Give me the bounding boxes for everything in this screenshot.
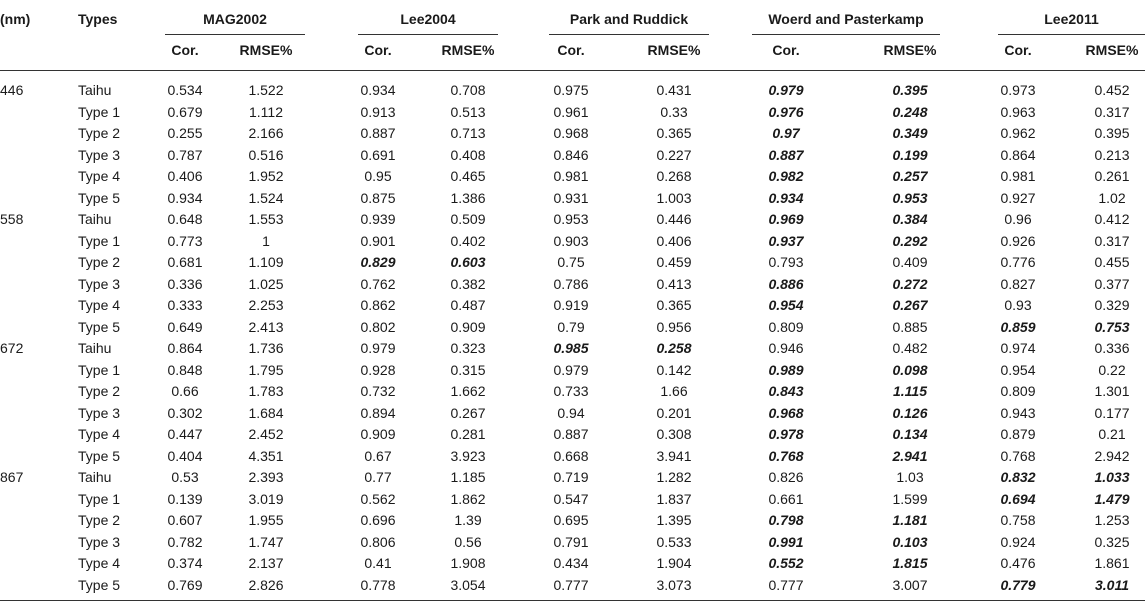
- rmse-value: 1.736: [248, 340, 284, 356]
- type-cell: Taihu: [78, 469, 112, 485]
- rmse-value: 1.115: [893, 383, 927, 399]
- rmse-value: 0.409: [892, 254, 928, 270]
- cor-value: 0.934: [167, 189, 203, 206]
- cor-value: 0.773: [167, 232, 203, 249]
- rmse-value: 0.292: [892, 232, 928, 249]
- cor-value: 0.66: [171, 383, 199, 399]
- cor-value: 0.302: [167, 404, 203, 421]
- rmse-value: 0.317: [1094, 103, 1130, 120]
- type-cell: Type 1: [78, 490, 121, 507]
- rmse-value: 4.351: [248, 447, 284, 464]
- rmse-value: 0.227: [656, 146, 692, 163]
- cor-value: 0.786: [553, 275, 589, 292]
- cor-value: 0.139: [167, 490, 203, 507]
- rmse-value: 1.955: [248, 512, 284, 528]
- cor-value: 0.946: [768, 340, 804, 356]
- cor-value: 0.968: [768, 404, 804, 421]
- rmse-value: 1.395: [656, 512, 692, 528]
- cor-value: 0.862: [360, 297, 396, 313]
- type-cell: Type 2: [78, 254, 121, 270]
- wavelength-cell: 446: [0, 82, 24, 98]
- cor-value: 0.806: [360, 533, 396, 550]
- rmse-value: 1.109: [248, 254, 284, 270]
- rmse-value: 1.908: [450, 555, 486, 571]
- header-group-lee2004: Lee2004: [400, 11, 456, 27]
- cor-value: 0.769: [167, 576, 203, 593]
- cor-value: 0.778: [360, 576, 396, 593]
- cor-value: 0.552: [768, 555, 804, 571]
- group-rule-woerd-pasterkamp: [752, 34, 940, 35]
- cor-value: 0.77: [364, 469, 392, 485]
- cor-value: 0.829: [360, 254, 396, 270]
- cor-value: 0.886: [768, 275, 804, 292]
- rmse-value: 0.308: [656, 426, 692, 442]
- type-cell: Taihu: [78, 211, 112, 227]
- type-cell: Taihu: [78, 340, 112, 356]
- rmse-value: 1.553: [248, 211, 284, 227]
- rmse-value: 3.073: [656, 576, 692, 593]
- cor-value: 0.648: [167, 211, 203, 227]
- type-cell: Type 3: [78, 275, 121, 292]
- cor-value: 0.607: [167, 512, 203, 528]
- rmse-value: 0.413: [656, 275, 692, 292]
- cor-value: 0.927: [1000, 189, 1036, 206]
- rmse-value: 0.455: [1094, 254, 1130, 270]
- cor-value: 0.447: [167, 426, 203, 442]
- rmse-value: 0.885: [892, 318, 928, 335]
- cor-value: 0.979: [553, 361, 589, 378]
- rmse-value: 1.025: [248, 275, 284, 292]
- cor-value: 0.802: [360, 318, 396, 335]
- rmse-value: 1.185: [450, 469, 486, 485]
- cor-value: 0.954: [1000, 361, 1036, 378]
- cor-value: 0.695: [553, 512, 589, 528]
- cor-value: 0.981: [1000, 168, 1036, 184]
- header-group-mag2002: MAG2002: [203, 11, 267, 27]
- cor-value: 0.809: [768, 318, 804, 335]
- rmse-value: 0.365: [656, 125, 692, 141]
- cor-value: 0.661: [768, 490, 804, 507]
- type-cell: Type 1: [78, 103, 121, 120]
- rmse-value: 1.861: [1094, 555, 1130, 571]
- header-group-woerd-pasterkamp: Woerd and Pasterkamp: [768, 11, 924, 27]
- wavelength-cell: 867: [0, 469, 24, 485]
- header-bottom-rule: [0, 70, 1145, 71]
- rmse-value: 0.603: [450, 254, 486, 270]
- cor-value: 0.864: [167, 340, 203, 356]
- cor-value: 0.989: [768, 361, 804, 378]
- cor-value: 0.931: [553, 189, 589, 206]
- subheader-rmse: RMSE%: [883, 42, 937, 58]
- cor-value: 0.975: [553, 82, 589, 98]
- cor-value: 0.919: [553, 297, 589, 313]
- rmse-value: 1.952: [248, 168, 284, 184]
- rmse-value: 0.406: [656, 232, 692, 249]
- rmse-value: 1.815: [892, 555, 928, 571]
- rmse-value: 2.137: [248, 555, 284, 571]
- rmse-value: 0.753: [1094, 318, 1130, 335]
- rmse-value: 0.103: [892, 533, 928, 550]
- rmse-value: 0.349: [892, 125, 928, 141]
- rmse-value: 1.386: [450, 189, 486, 206]
- cor-value: 0.679: [167, 103, 203, 120]
- cor-value: 0.809: [1000, 383, 1036, 399]
- cor-value: 0.887: [768, 146, 804, 163]
- rmse-value: 0.329: [1094, 297, 1130, 313]
- type-cell: Type 1: [78, 361, 121, 378]
- rmse-value: 1.747: [248, 533, 284, 550]
- rmse-value: 0.708: [450, 82, 486, 98]
- cor-value: 0.982: [768, 168, 804, 184]
- cor-value: 0.562: [360, 490, 396, 507]
- rmse-value: 1.837: [656, 490, 692, 507]
- cor-value: 0.843: [768, 383, 804, 399]
- rmse-value: 0.513: [450, 103, 486, 120]
- type-cell: Type 4: [78, 168, 121, 184]
- cor-value: 0.96: [1004, 211, 1032, 227]
- rmse-value: 0.142: [656, 361, 692, 378]
- cor-value: 0.943: [1000, 404, 1036, 421]
- cor-value: 0.859: [1000, 318, 1036, 335]
- cor-value: 0.374: [167, 555, 203, 571]
- rmse-value: 1.301: [1094, 383, 1130, 399]
- group-rule-mag2002: [165, 34, 305, 35]
- rmse-value: 2.942: [1094, 447, 1130, 464]
- rmse-value: 1.66: [660, 383, 688, 399]
- cor-value: 0.777: [553, 576, 589, 593]
- cor-value: 0.732: [360, 383, 396, 399]
- cor-value: 0.649: [167, 318, 203, 335]
- cor-value: 0.791: [553, 533, 589, 550]
- rmse-value: 2.393: [248, 469, 284, 485]
- rmse-value: 0.465: [450, 168, 486, 184]
- rmse-value: 3.011: [1095, 576, 1129, 593]
- rmse-value: 0.412: [1094, 211, 1130, 227]
- subheader-cor: Cor.: [557, 42, 585, 58]
- cor-value: 0.901: [360, 232, 396, 249]
- header-group-park-ruddick: Park and Ruddick: [569, 11, 689, 27]
- cor-value: 0.762: [360, 275, 396, 292]
- cor-value: 0.864: [1000, 146, 1036, 163]
- cor-value: 0.903: [553, 232, 589, 249]
- cor-value: 0.696: [360, 512, 396, 528]
- group-rule-lee2004: [358, 34, 498, 35]
- rmse-value: 0.315: [450, 361, 486, 378]
- rmse-value: 1: [262, 232, 270, 249]
- cor-value: 0.963: [1000, 103, 1036, 120]
- cor-value: 0.75: [557, 254, 585, 270]
- rmse-value: 0.395: [1094, 125, 1130, 141]
- rmse-value: 0.713: [450, 125, 486, 141]
- cor-value: 0.733: [553, 383, 589, 399]
- rmse-value: 1.39: [454, 512, 482, 528]
- cor-value: 0.968: [553, 125, 589, 141]
- rmse-value: 1.522: [248, 82, 284, 98]
- rmse-value: 0.509: [450, 211, 486, 227]
- cor-value: 0.976: [768, 103, 804, 120]
- rmse-value: 1.599: [892, 490, 928, 507]
- rmse-value: 0.213: [1094, 146, 1130, 163]
- cor-value: 0.937: [768, 232, 804, 249]
- rmse-value: 1.479: [1094, 490, 1130, 507]
- subheader-rmse: RMSE%: [1085, 42, 1139, 58]
- subheader-cor: Cor.: [772, 42, 800, 58]
- rmse-value: 1.862: [450, 490, 486, 507]
- cor-value: 0.768: [768, 447, 804, 464]
- rmse-value: 1.662: [450, 383, 486, 399]
- rmse-value: 0.953: [892, 189, 928, 206]
- cor-value: 0.95: [364, 168, 392, 184]
- cor-value: 0.894: [360, 404, 396, 421]
- rmse-value: 0.56: [454, 533, 482, 550]
- type-cell: Type 1: [78, 232, 121, 249]
- cor-value: 0.534: [167, 82, 203, 98]
- cor-value: 0.974: [1000, 340, 1036, 356]
- rmse-value: 0.258: [656, 340, 692, 356]
- cor-value: 0.41: [364, 555, 392, 571]
- cor-value: 0.832: [1000, 469, 1036, 485]
- rmse-value: 0.408: [450, 146, 486, 163]
- cor-value: 0.969: [768, 211, 804, 227]
- rmse-value: 0.395: [892, 82, 928, 98]
- rmse-value: 0.533: [656, 533, 692, 550]
- rmse-value: 0.516: [248, 146, 284, 163]
- wavelength-cell: 558: [0, 211, 24, 227]
- cor-value: 0.961: [553, 103, 589, 120]
- rmse-value: 0.257: [892, 168, 928, 184]
- subheader-rmse: RMSE%: [239, 42, 293, 58]
- type-cell: Type 4: [78, 555, 121, 571]
- cor-value: 0.879: [1000, 426, 1036, 442]
- cor-value: 0.875: [360, 189, 396, 206]
- rmse-value: 1.03: [896, 469, 924, 485]
- rmse-value: 0.956: [656, 318, 692, 335]
- cor-value: 0.476: [1000, 555, 1036, 571]
- rmse-value: 2.413: [248, 318, 284, 335]
- cor-value: 0.924: [1000, 533, 1036, 550]
- rmse-value: 0.33: [660, 103, 688, 120]
- cor-value: 0.782: [167, 533, 203, 550]
- subheader-rmse: RMSE%: [441, 42, 495, 58]
- rmse-value: 2.452: [248, 426, 284, 442]
- group-rule-lee2011: [998, 34, 1145, 35]
- rmse-value: 0.459: [656, 254, 692, 270]
- rmse-value: 3.007: [892, 576, 928, 593]
- cor-value: 0.681: [167, 254, 203, 270]
- rmse-value: 2.826: [248, 576, 284, 593]
- rmse-value: 0.325: [1094, 533, 1130, 550]
- rmse-value: 3.054: [450, 576, 486, 593]
- cor-value: 0.954: [768, 297, 804, 313]
- cor-value: 0.798: [768, 512, 804, 528]
- rmse-value: 3.941: [656, 447, 692, 464]
- type-cell: Type 2: [78, 125, 121, 141]
- cor-value: 0.926: [1000, 232, 1036, 249]
- rmse-value: 1.003: [656, 189, 692, 206]
- cor-value: 0.719: [553, 469, 589, 485]
- cor-value: 0.694: [1000, 490, 1036, 507]
- cor-value: 0.97: [772, 125, 800, 141]
- rmse-value: 0.452: [1094, 82, 1130, 98]
- cor-value: 0.779: [1000, 576, 1036, 593]
- rmse-value: 3.923: [450, 447, 486, 464]
- cor-value: 0.973: [1000, 82, 1036, 98]
- cor-value: 0.94: [557, 404, 585, 421]
- cor-value: 0.934: [360, 82, 396, 98]
- type-cell: Type 5: [78, 447, 121, 464]
- cor-value: 0.793: [768, 254, 804, 270]
- cor-value: 0.93: [1004, 297, 1032, 313]
- header-group-lee2011: Lee2011: [1044, 11, 1099, 27]
- cor-value: 0.934: [768, 189, 804, 206]
- rmse-value: 0.177: [1094, 404, 1130, 421]
- rmse-value: 1.181: [892, 512, 928, 528]
- rmse-value: 0.336: [1094, 340, 1130, 356]
- rmse-value: 1.524: [248, 189, 284, 206]
- rmse-value: 3.019: [248, 490, 284, 507]
- rmse-value: 2.253: [248, 297, 284, 313]
- rmse-value: 1.02: [1098, 189, 1126, 206]
- type-cell: Type 5: [78, 189, 121, 206]
- rmse-value: 0.384: [892, 211, 928, 227]
- rmse-value: 0.201: [656, 404, 692, 421]
- type-cell: Type 4: [78, 297, 121, 313]
- type-cell: Type 2: [78, 383, 121, 399]
- subheader-cor: Cor.: [1004, 42, 1032, 58]
- cor-value: 0.846: [553, 146, 589, 163]
- rmse-value: 1.253: [1094, 512, 1130, 528]
- rmse-value: 0.317: [1094, 232, 1130, 249]
- type-cell: Taihu: [78, 82, 112, 98]
- rmse-value: 1.795: [248, 361, 284, 378]
- rmse-value: 0.431: [656, 82, 692, 98]
- rmse-value: 0.323: [450, 340, 486, 356]
- rmse-value: 0.377: [1094, 275, 1130, 292]
- cor-value: 0.887: [360, 125, 396, 141]
- cor-value: 0.406: [167, 168, 203, 184]
- cor-value: 0.67: [364, 447, 392, 464]
- cor-value: 0.758: [1000, 512, 1036, 528]
- rmse-value: 0.267: [450, 404, 486, 421]
- table-bottom-rule: [0, 600, 1145, 601]
- type-cell: Type 3: [78, 146, 121, 163]
- cor-value: 0.913: [360, 103, 396, 120]
- cor-value: 0.981: [553, 168, 589, 184]
- cor-value: 0.826: [768, 469, 804, 485]
- cor-value: 0.768: [1000, 447, 1036, 464]
- cor-value: 0.404: [167, 447, 203, 464]
- cor-value: 0.991: [768, 533, 804, 550]
- type-cell: Type 3: [78, 404, 121, 421]
- cor-value: 0.434: [553, 555, 589, 571]
- header-wavelength: (nm): [0, 11, 31, 27]
- rmse-value: 0.267: [892, 297, 928, 313]
- cor-value: 0.79: [557, 318, 585, 335]
- cor-value: 0.978: [768, 426, 804, 442]
- rmse-value: 0.281: [450, 426, 486, 442]
- rmse-value: 2.941: [892, 447, 928, 464]
- rmse-value: 0.272: [892, 275, 928, 292]
- rmse-value: 1.112: [249, 103, 283, 120]
- cor-value: 0.255: [167, 125, 203, 141]
- rmse-value: 0.126: [892, 404, 928, 421]
- rmse-value: 0.199: [892, 146, 928, 163]
- rmse-value: 0.382: [450, 275, 486, 292]
- cor-value: 0.777: [768, 576, 804, 593]
- rmse-value: 1.904: [656, 555, 692, 571]
- cor-value: 0.909: [360, 426, 396, 442]
- rmse-value: 0.098: [892, 361, 928, 378]
- cor-value: 0.776: [1000, 254, 1036, 270]
- cor-value: 0.939: [360, 211, 396, 227]
- cor-value: 0.827: [1000, 275, 1036, 292]
- rmse-value: 1.783: [248, 383, 284, 399]
- cor-value: 0.928: [360, 361, 396, 378]
- cor-value: 0.547: [553, 490, 589, 507]
- cor-value: 0.962: [1000, 125, 1036, 141]
- cor-value: 0.979: [360, 340, 396, 356]
- rmse-value: 2.166: [248, 125, 284, 141]
- cor-value: 0.979: [768, 82, 804, 98]
- type-cell: Type 2: [78, 512, 121, 528]
- type-cell: Type 4: [78, 426, 121, 442]
- subheader-rmse: RMSE%: [647, 42, 701, 58]
- cor-value: 0.691: [360, 146, 396, 163]
- rmse-value: 0.482: [892, 340, 928, 356]
- cor-value: 0.53: [171, 469, 199, 485]
- cor-value: 0.333: [167, 297, 203, 313]
- rmse-value: 0.365: [656, 297, 692, 313]
- type-cell: Type 5: [78, 318, 121, 335]
- rmse-value: 0.21: [1098, 426, 1126, 442]
- cor-value: 0.668: [553, 447, 589, 464]
- header-types: Types: [78, 11, 118, 27]
- group-rule-park-ruddick: [549, 34, 709, 35]
- subheader-cor: Cor.: [171, 42, 199, 58]
- rmse-value: 0.446: [656, 211, 692, 227]
- cor-value: 0.848: [167, 361, 203, 378]
- cor-value: 0.336: [167, 275, 203, 292]
- rmse-value: 0.134: [892, 426, 928, 442]
- cor-value: 0.887: [553, 426, 589, 442]
- cor-value: 0.953: [553, 211, 589, 227]
- subheader-cor: Cor.: [364, 42, 392, 58]
- rmse-value: 0.909: [450, 318, 486, 335]
- rmse-value: 1.282: [656, 469, 692, 485]
- wavelength-cell: 672: [0, 340, 24, 356]
- rmse-value: 1.684: [248, 404, 284, 421]
- rmse-value: 0.22: [1098, 361, 1126, 378]
- rmse-value: 1.033: [1094, 469, 1130, 485]
- type-cell: Type 5: [78, 576, 121, 593]
- rmse-value: 0.248: [892, 103, 928, 120]
- rmse-value: 0.402: [450, 232, 486, 249]
- rmse-value: 0.487: [450, 297, 486, 313]
- rmse-value: 0.268: [656, 168, 692, 184]
- type-cell: Type 3: [78, 533, 121, 550]
- rmse-value: 0.261: [1094, 168, 1130, 184]
- cor-value: 0.787: [167, 146, 203, 163]
- cor-value: 0.985: [553, 340, 589, 356]
